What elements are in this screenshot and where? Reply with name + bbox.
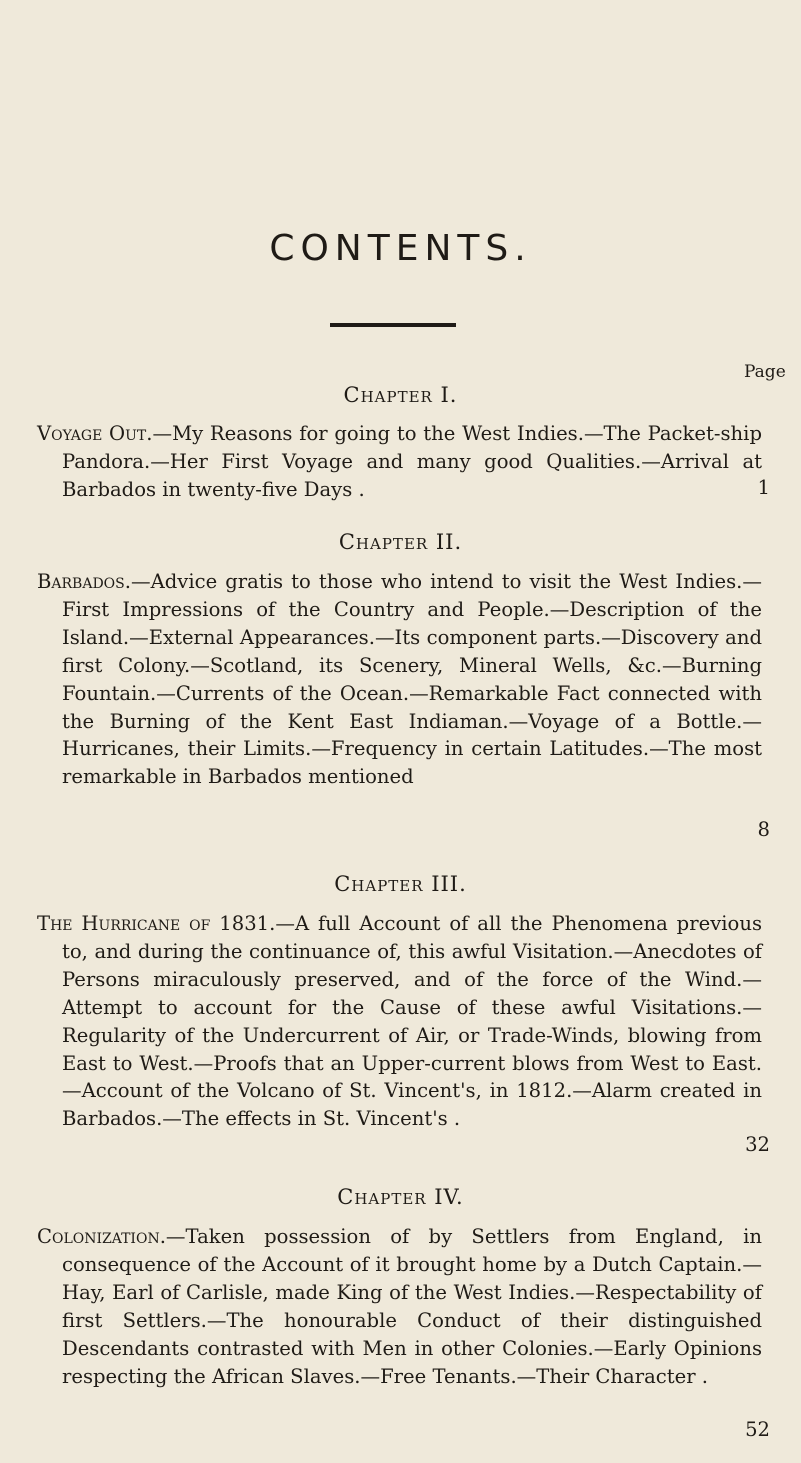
- chapter-text: —Taken possession of by Settlers from England, in consequence of the Account of it brought home by a Dutch Captain.—Hay, Earl of Carlisle, made King of the West Indies.—Respectability of first Settlers.—The honourable Conduct of their distinguished Descendants contrasted with Men in other Colonies.—Early Opinions respecting the African Slaves.—Free Tenants.—Their Character .: [62, 1225, 762, 1388]
- chapter-heading: Chapter IV.: [337, 1185, 464, 1209]
- chapter-lead: The Hurricane of: [37, 912, 211, 935]
- chapter-summary: [37, 910, 762, 1133]
- chapter-page-number: 1: [757, 476, 770, 499]
- chapter-page-number: 8: [757, 818, 770, 841]
- chapter-summary: [37, 420, 762, 504]
- chapter-summary: [37, 1223, 762, 1390]
- chapter-summary: [37, 568, 762, 791]
- chapter-heading: Chapter I.: [343, 383, 458, 407]
- chapter-text: 1831.—A full Account of all the Phenomena previous to, and during the continuance of, this awful Visitation.—Anecdotes of Persons miraculously preserved, and of the force of the Wind.—Attempt to account for the Cause of these awful Visitations.—Regularity of the Undercurrent of Air, or Trade-Winds, blowing from East to West.—Proofs that an Upper-current blows from West to East.—Account of the Volcano of St. Vincent's, in 1812.—Alarm created in Barbados.—The effects in St. Vincent's .: [62, 912, 762, 1131]
- chapter-page-number: 52: [745, 1418, 770, 1441]
- chapter-lead: Barbados.: [37, 570, 131, 593]
- page-column-label: Page: [744, 362, 786, 382]
- chapter-lead: Voyage Out.: [37, 422, 153, 445]
- title-rule: [330, 323, 456, 327]
- chapter-text: —My Reasons for going to the West Indies.—The Packet-ship Pandora.—Her First Voyage and many good Qualities.—Arrival at Barbados in twenty-five Days .: [62, 422, 762, 501]
- chapter-text: —Advice gratis to those who intend to visit the West Indies.—First Impressions of the Country and People.—Description of the Island.—External Appearances.—Its component parts.—Discovery and first Colony.—Scotland, its Scenery, Mineral Wells, &c.—Burning Fountain.—Currents of the Ocean.—Remarkable Fact connected with the Burning of the Kent East Indiaman.—Voyage of a Bottle.—Hurricanes, their Limits.—Frequency in certain Latitudes.—The most remarkable in Barbados mentioned: [62, 570, 762, 789]
- chapter-heading: Chapter II.: [338, 530, 463, 554]
- chapter-heading: Chapter III.: [334, 872, 467, 896]
- contents-title: CONTENTS.: [269, 228, 532, 269]
- chapter-page-number: 32: [745, 1133, 770, 1156]
- chapter-lead: Colonization.: [37, 1225, 166, 1248]
